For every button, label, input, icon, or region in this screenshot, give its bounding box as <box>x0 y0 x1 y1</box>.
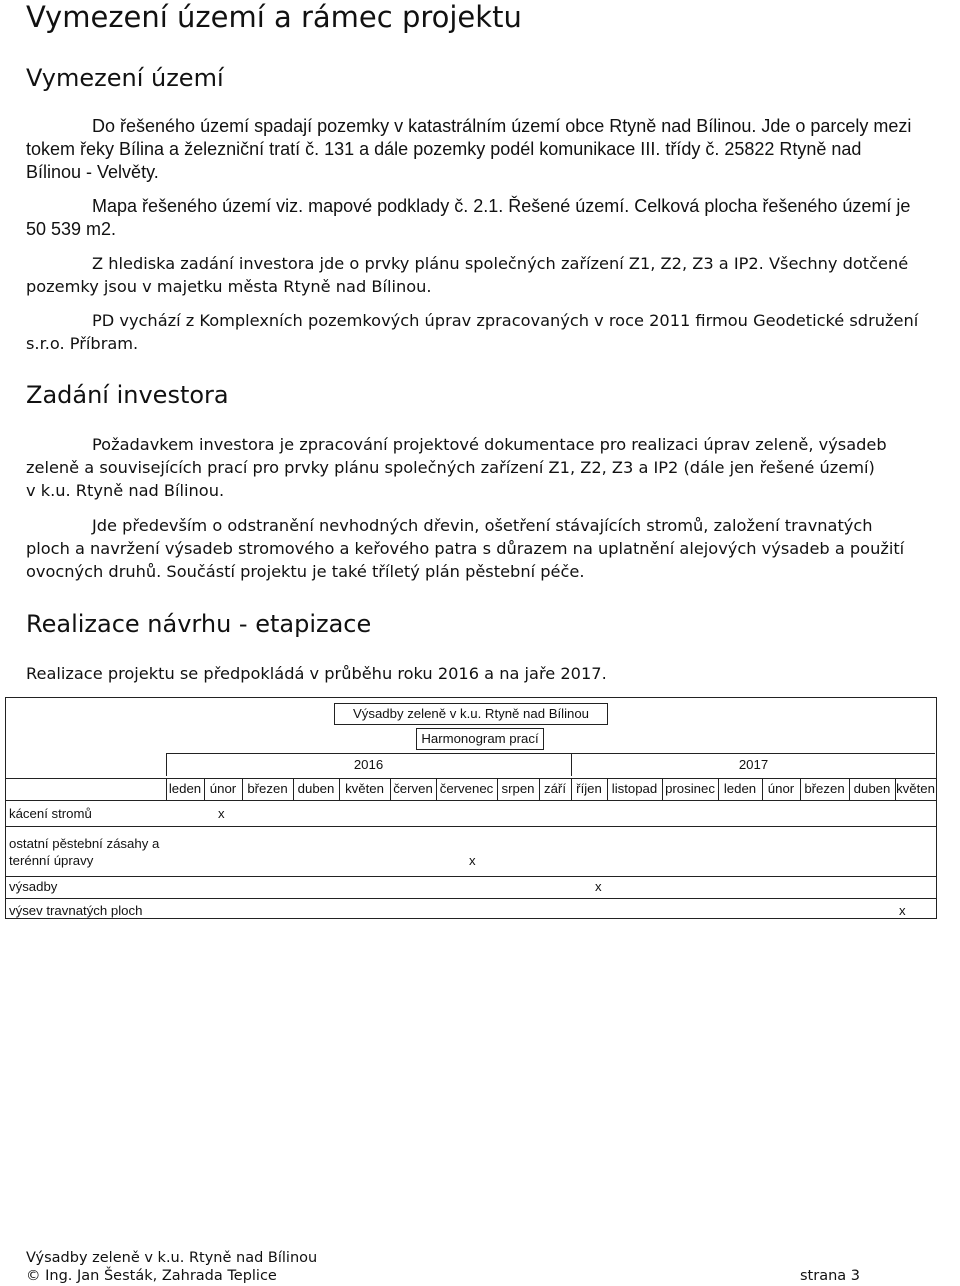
month-header: červenec <box>439 781 494 796</box>
month-header: červen <box>393 781 433 796</box>
year-2017: 2017 <box>738 757 769 772</box>
task-vysev: výsev travnatých ploch <box>9 903 143 918</box>
paragraph-line: Požadavkem investora je zpracování projektové dokumentace pro realizaci úprav zeleně, výsadeb <box>92 435 887 454</box>
paragraph-line: ovocných druhů. Součástí projektu je také tříletý plán pěstební péče. <box>26 562 585 581</box>
paragraph-line: Realizace projektu se předpokládá v průběhu roku 2016 a na jaře 2017. <box>26 664 607 683</box>
month-header: květen <box>345 781 384 796</box>
month-header: srpen <box>501 781 535 796</box>
month-header: leden <box>723 781 757 796</box>
section-heading-realizace: Realizace návrhu - etapizace <box>26 610 372 638</box>
paragraph-vymezeni-2 <box>26 195 932 241</box>
paragraph-line: zeleně a souvisejících prací pro prvky plánu společných zařízení Z1, Z2, Z3 a IP2 (dále jen řešené území) <box>26 458 875 477</box>
page-title: Vymezení území a rámec projektu <box>26 0 522 34</box>
paragraph-line: Bílinou - Velvěty. <box>26 162 159 182</box>
task-vysadby: výsadby <box>9 879 58 894</box>
section-heading-zadani: Zadání investora <box>26 381 229 409</box>
month-header: listopad <box>611 781 658 796</box>
year-2016: 2016 <box>353 757 384 772</box>
task-ostatni-zasahy-line1: ostatní pěstební zásahy a <box>9 836 160 851</box>
paragraph-vymezeni-4 <box>26 309 932 355</box>
paragraph-vymezeni-3 <box>26 252 932 298</box>
month-header: prosinec <box>665 781 715 796</box>
paragraph-realizace <box>26 662 932 685</box>
schedule-table <box>5 697 937 919</box>
task-ostatni-zasahy-line2: terénní úpravy <box>9 853 94 868</box>
copyright-icon: © <box>26 1268 41 1284</box>
footer-author-line <box>26 1268 277 1284</box>
paragraph-line: pozemky jsou v majetku města Rtyně nad Bílinou. <box>26 277 432 296</box>
task-mark: x <box>595 879 602 894</box>
month-header: březen <box>247 781 288 796</box>
schedule-title: Výsadby zeleně v k.u. Rtyně nad Bílinou <box>352 706 590 721</box>
paragraph-zadani-1 <box>26 433 932 502</box>
schedule-subtitle: Harmonogram prací <box>421 731 539 746</box>
footer-project: Výsadby zeleně v k.u. Rtyně nad Bílinou <box>26 1250 318 1266</box>
footer-author: Ing. Jan Šesták, Zahrada Teplice <box>45 1268 277 1284</box>
task-mark: x <box>469 853 476 868</box>
month-header: leden <box>168 781 202 796</box>
paragraph-line: s.r.o. Příbram. <box>26 334 139 353</box>
paragraph-line: Mapa řešeného území viz. mapové podklady č. 2.1. Řešené území. Celková plocha řešeného území je <box>92 196 911 216</box>
task-kaceni-stromu: kácení stromů <box>9 806 92 821</box>
month-header: březen <box>804 781 845 796</box>
task-mark: x <box>218 806 225 821</box>
paragraph-line: PD vychází z Komplexních pozemkových úprav zpracovaných v roce 2011 firmou Geodetické sdružení <box>92 311 919 330</box>
section-heading-vymezeni: Vymezení území <box>26 64 224 92</box>
month-header: září <box>544 781 566 796</box>
month-header: duben <box>297 781 335 796</box>
paragraph-line: Z hlediska zadání investora jde o prvky plánu společných zařízení Z1, Z2, Z3 a IP2. Všechny dotčené <box>92 254 909 273</box>
paragraph-line: v k.u. Rtyně nad Bílinou. <box>26 481 225 500</box>
paragraph-line: ploch a navržení výsadeb stromového a keřového patra s důrazem na uplatnění alejových výsadeb a použití <box>26 539 905 558</box>
month-header: duben <box>853 781 891 796</box>
month-header: únor <box>767 781 795 796</box>
paragraph-zadani-2 <box>26 514 932 583</box>
month-header: únor <box>209 781 237 796</box>
month-header: říjen <box>576 781 602 796</box>
paragraph-line: tokem řeky Bílina a železniční tratí č. 131 a dále pozemky podél komunikace III. třídy č. 25822 Rtyně nad <box>26 139 862 159</box>
paragraph-vymezeni-1 <box>26 115 932 184</box>
task-mark: x <box>899 903 906 918</box>
paragraph-line: 50 539 m2. <box>26 219 117 239</box>
paragraph-line: Jde především o odstranění nevhodných dřevin, ošetření stávajících stromů, založení travnatých <box>92 516 873 535</box>
page-number: strana 3 <box>800 1268 860 1284</box>
paragraph-line: Do řešeného území spadají pozemky v katastrálním území obce Rtyně nad Bílinou. Jde o parcely mezi <box>92 116 912 136</box>
month-header: květen <box>896 781 935 796</box>
